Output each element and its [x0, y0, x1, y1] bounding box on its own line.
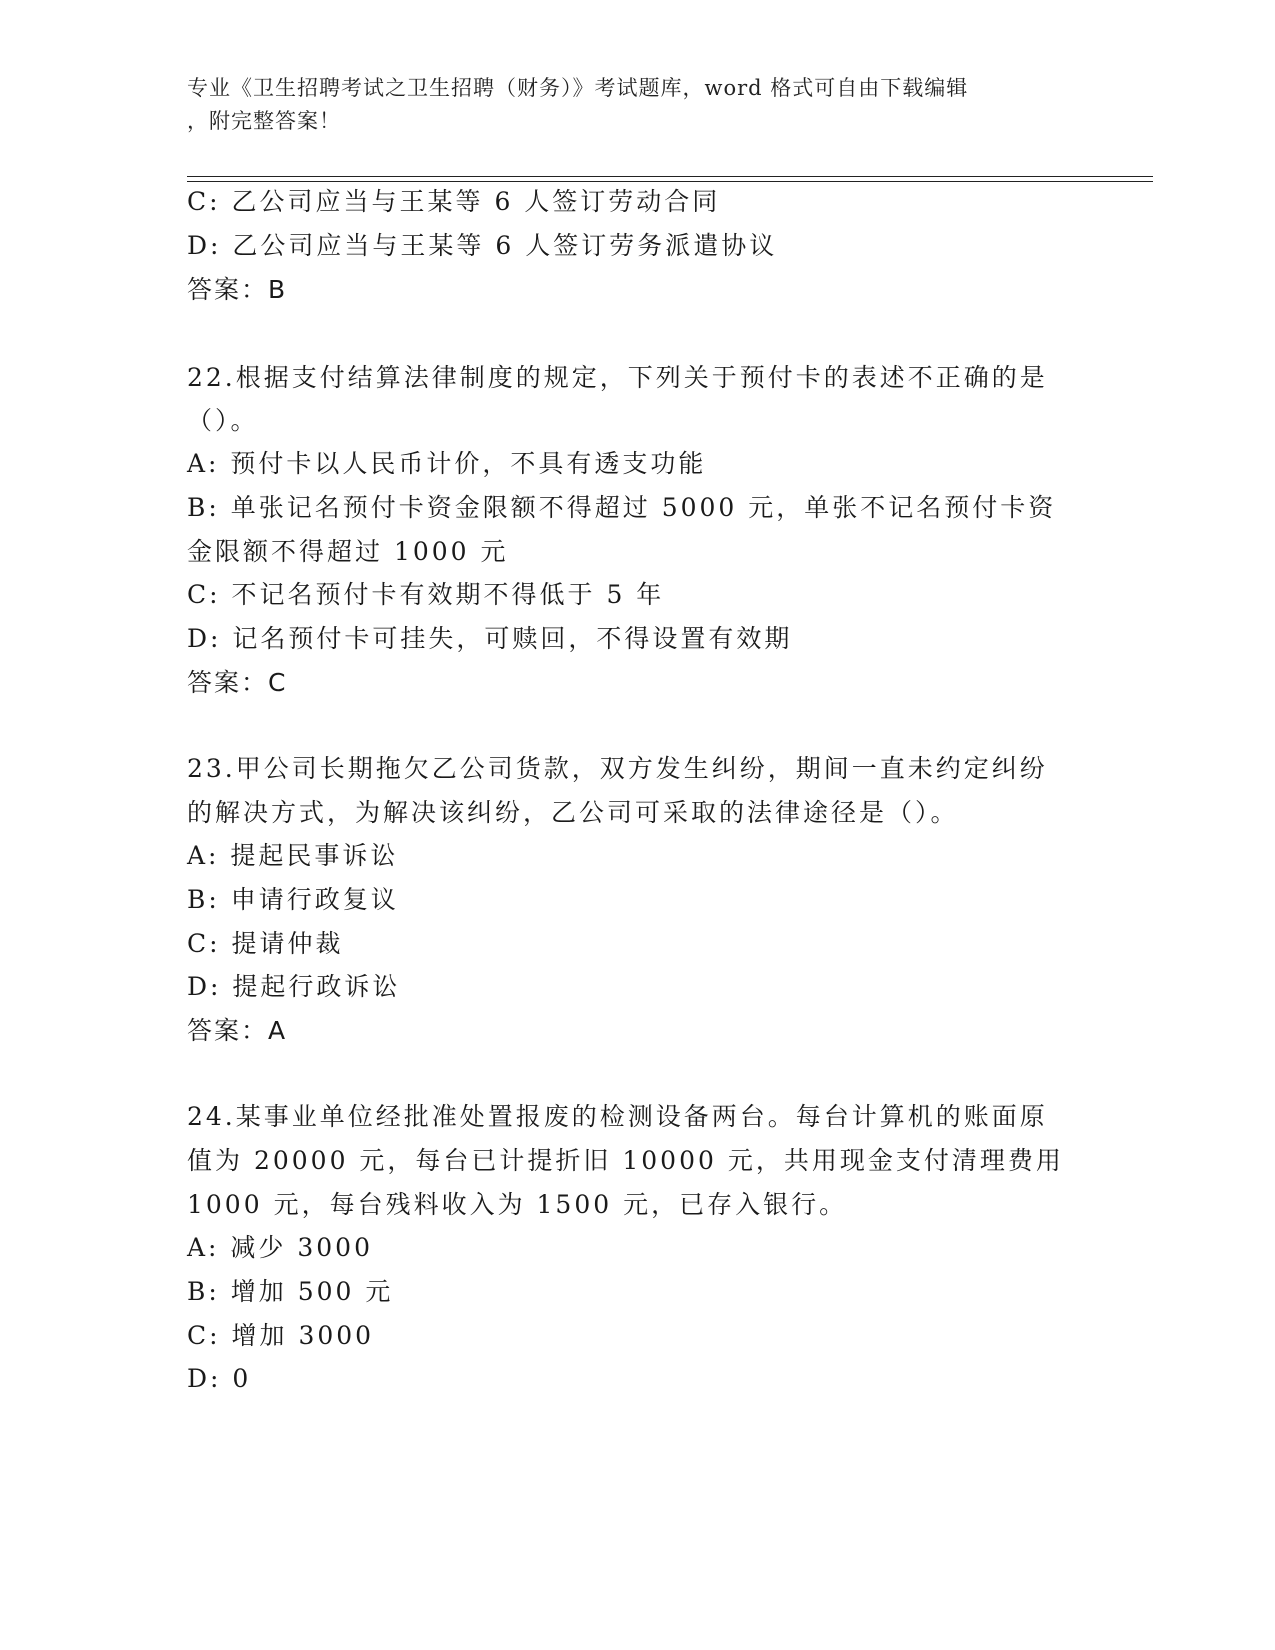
q22-stem-line-1: 22.根据支付结算法律制度的规定，下列关于预付卡的表述不正确的是	[187, 363, 1048, 392]
q22-stem-line-2: （）。	[187, 406, 259, 435]
q22-option-b-line-1: B: 单张记名预付卡资金限额不得超过 5000 元，单张不记名预付卡资	[187, 493, 1057, 522]
q22-option-b-line-2: 金限额不得超过 1000 元	[187, 537, 509, 566]
q24-stem-line-3: 1000 元，每台残料收入为 1500 元，已存入银行。	[187, 1190, 848, 1219]
q21-option-c: C: 乙公司应当与王某等 6 人签订劳动合同	[187, 187, 721, 216]
q23-stem-line-2: 的解决方式，为解决该纠纷，乙公司可采取的法律途径是（）。	[187, 798, 959, 827]
q23-option-c: C: 提请仲裁	[187, 929, 344, 958]
q24-stem-line-1: 24.某事业单位经批准处置报废的检测设备两台。每台计算机的账面原	[187, 1102, 1048, 1131]
q24-stem-line-2: 值为 20000 元，每台已计提折旧 10000 元，共用现金支付清理费用	[187, 1146, 1064, 1175]
q23-option-d: D: 提起行政诉讼	[187, 972, 401, 1001]
q22-option-a: A: 预付卡以人民币计价，不具有透支功能	[187, 449, 707, 478]
q21-answer: 答案：B	[187, 275, 288, 304]
header-divider-bottom	[187, 181, 1153, 182]
document-header	[187, 72, 1067, 138]
q23-option-a: A: 提起民事诉讼	[187, 841, 399, 870]
q22-answer: 答案：C	[187, 668, 288, 697]
q22-option-c: C: 不记名预付卡有效期不得低于 5 年	[187, 580, 665, 609]
q21-option-d: D: 乙公司应当与王某等 6 人签订劳务派遣协议	[187, 231, 778, 260]
header-divider-top	[187, 176, 1153, 177]
q24-option-d: D: 0	[187, 1364, 252, 1393]
q24-option-b: B: 增加 500 元	[187, 1277, 394, 1306]
q22-option-d: D: 记名预付卡可挂失，可赎回，不得设置有效期	[187, 624, 793, 653]
q24-option-c: C: 增加 3000	[187, 1321, 375, 1350]
q23-stem-line-1: 23.甲公司长期拖欠乙公司货款，双方发生纠纷，期间一直未约定纠纷	[187, 754, 1048, 783]
q23-answer: 答案：A	[187, 1016, 288, 1045]
header-line-1: 专业《卫生招聘考试之卫生招聘（财务）》考试题库，word 格式可自由下载编辑	[187, 76, 969, 100]
header-line-2: ，附完整答案！	[187, 109, 341, 133]
q23-option-b: B: 申请行政复议	[187, 885, 399, 914]
q24-option-a: A: 减少 3000	[187, 1233, 373, 1262]
